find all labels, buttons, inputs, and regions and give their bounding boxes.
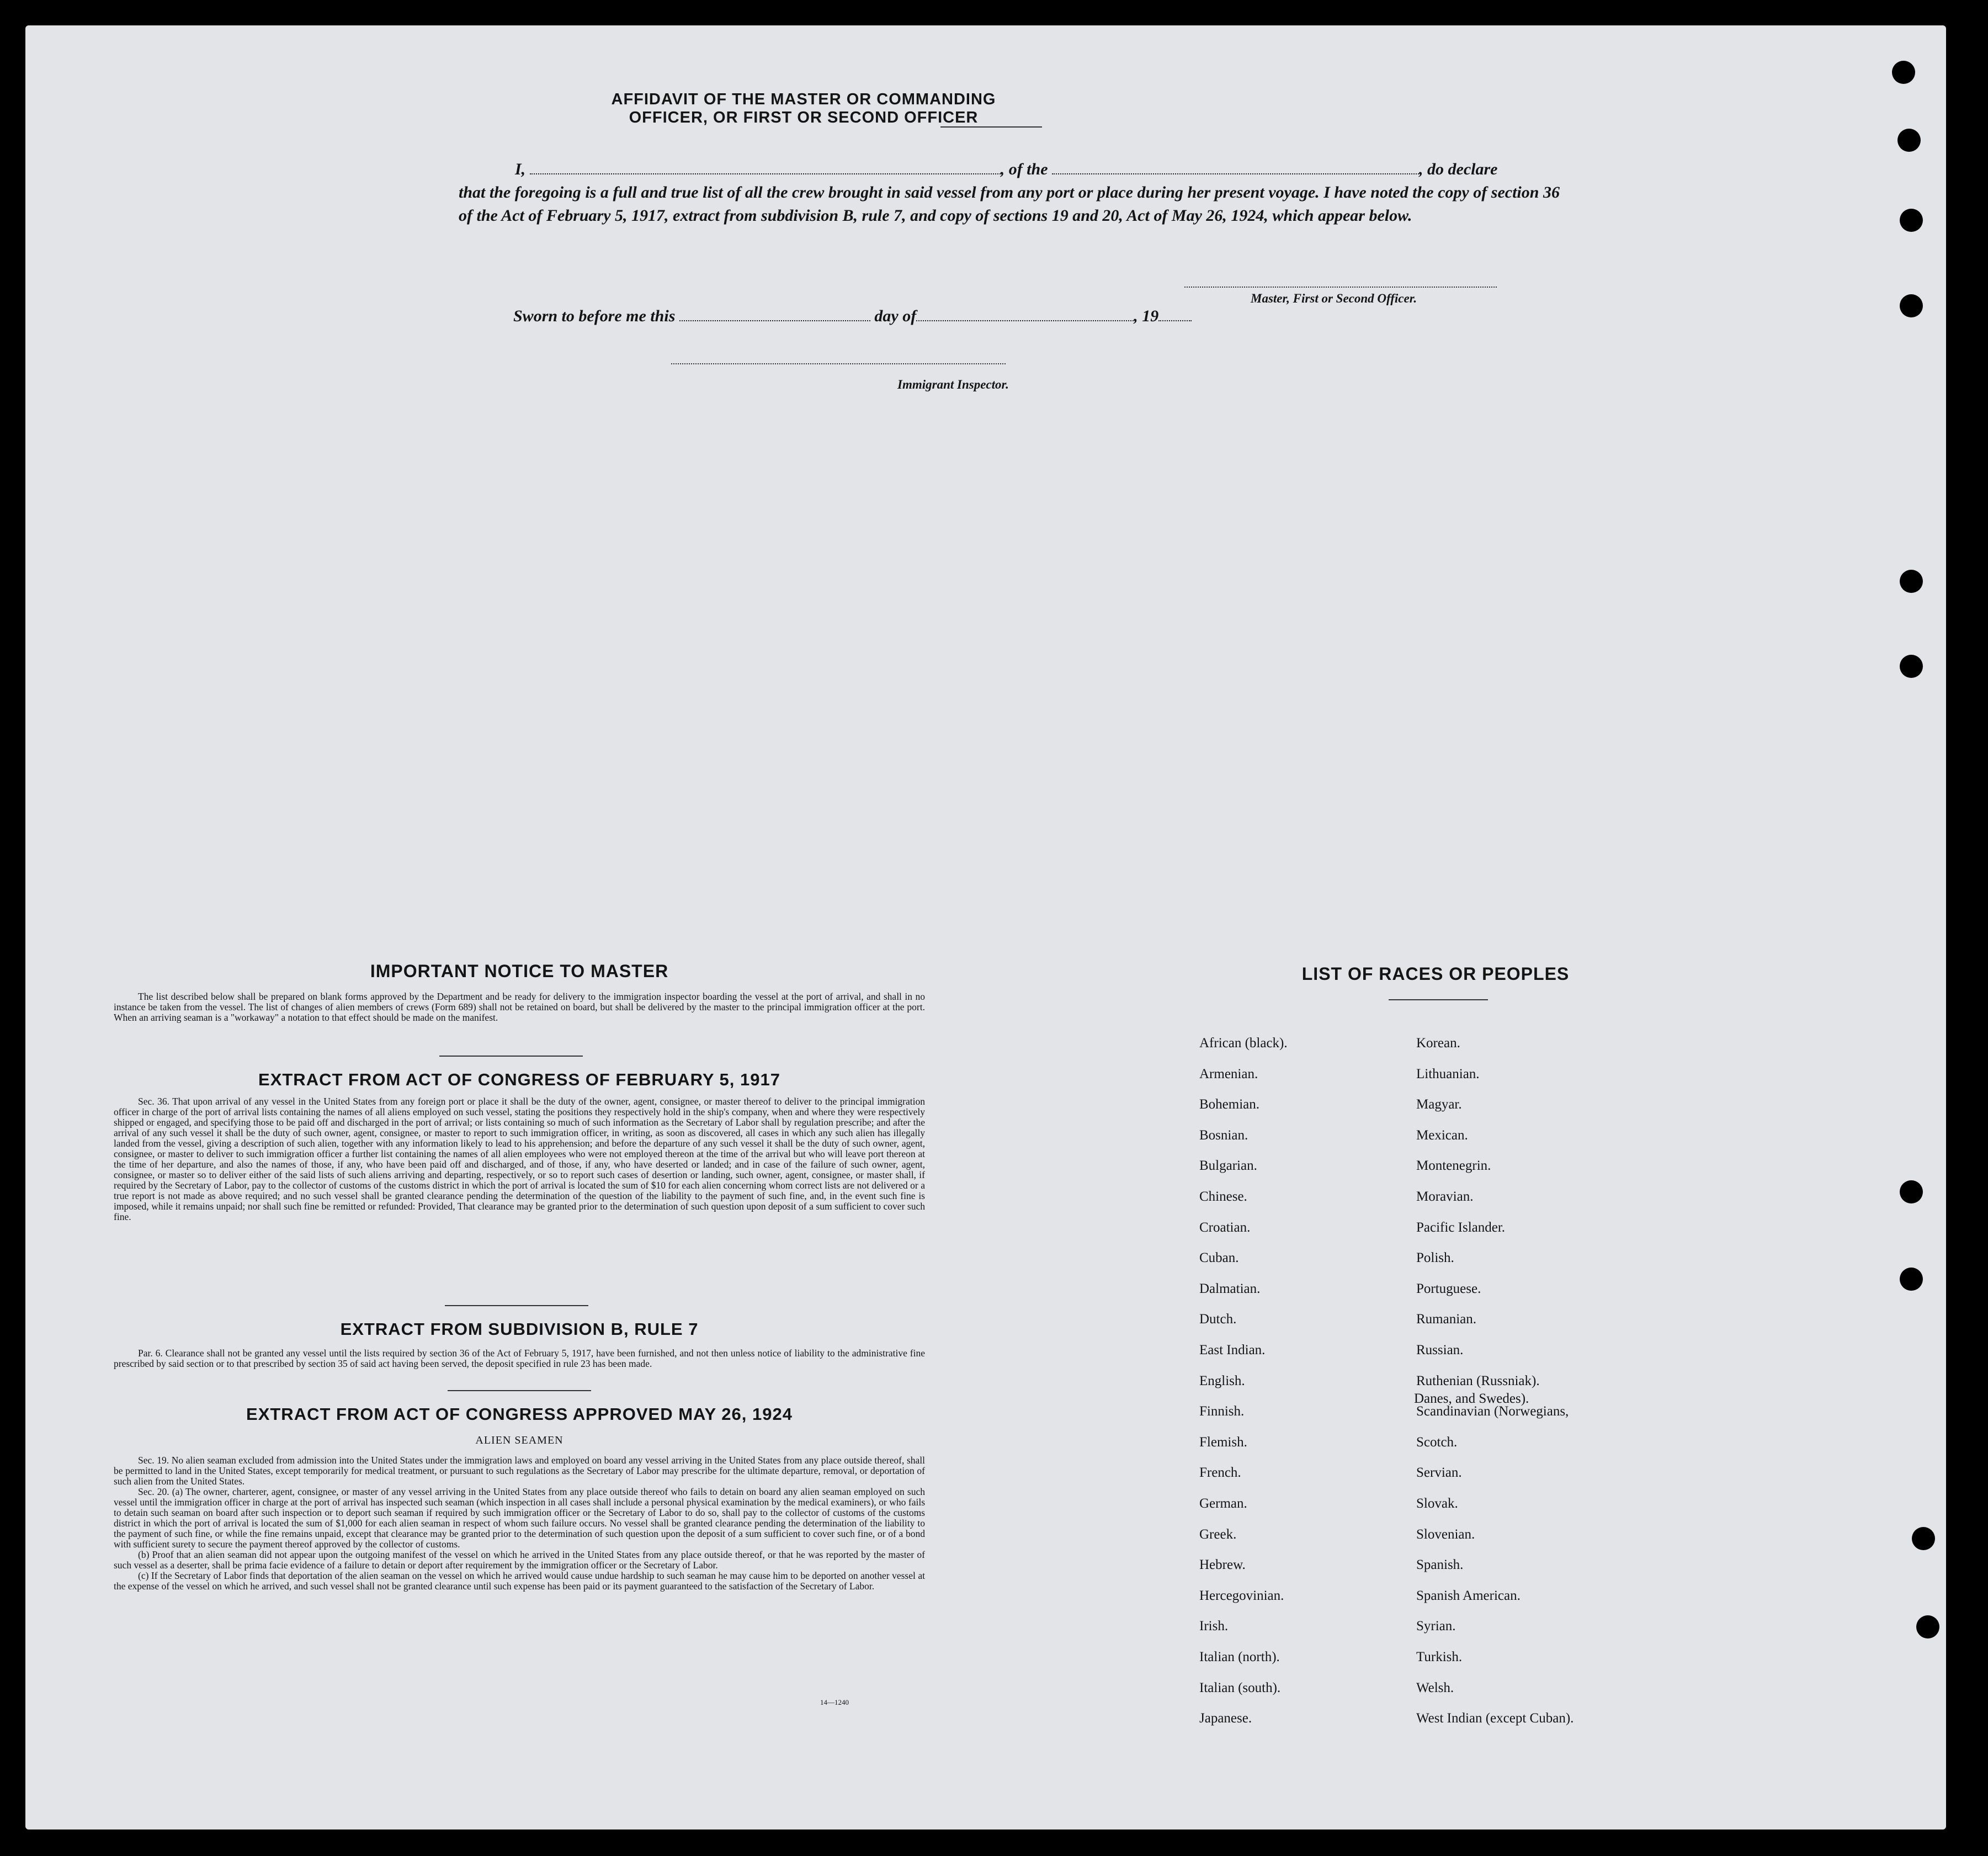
section-rule: [445, 1305, 588, 1306]
name-blank[interactable]: [530, 160, 1001, 174]
race-item: English.: [1199, 1373, 1245, 1388]
vessel-blank[interactable]: [1052, 160, 1419, 174]
race-item: Ruthenian (Russniak).: [1416, 1373, 1540, 1388]
affidavit-declaration: [459, 158, 1560, 227]
race-item: African (black).: [1199, 1036, 1288, 1051]
binder-hole: [1900, 1180, 1923, 1203]
sworn-year-blank[interactable]: [1158, 307, 1192, 321]
race-item: Flemish.: [1199, 1434, 1247, 1450]
race-item: Scotch.: [1416, 1434, 1458, 1450]
binder-hole: [1912, 1527, 1935, 1550]
race-item: Montenegrin.: [1416, 1158, 1491, 1174]
sworn-day-blank[interactable]: [679, 307, 870, 321]
race-item: Bulgarian.: [1199, 1158, 1257, 1174]
binder-hole: [1892, 61, 1915, 84]
extract-1917-title: EXTRACT FROM ACT OF CONGRESS OF FEBRUARY 5, 1917: [258, 1070, 780, 1089]
section-20b-paragraph: (b) Proof that an alien seaman did not appear upon the outgoing manifest of the vessel on which he arrived in the United States from any place outside thereof, or that he was reported by the master of such vessel as a deserter, shall be prima facie evidence of a failure to detain or deport after requirement by the immigration officer or the Secretary of Labor.: [114, 1549, 925, 1571]
par-6-paragraph: Par. 6. Clearance shall not be granted any vessel until the lists required by section 36 of the Act of February 5, 1917, have been furnished, and not then unless notice of liability to the administrative fine prescribed by said section or to that prescribed by section 35 of said act having been served, the deposit specified in rule 23 has been made.: [114, 1348, 925, 1369]
race-item: Spanish American.: [1416, 1588, 1521, 1603]
race-item: Turkish.: [1416, 1650, 1463, 1664]
race-item: French.: [1199, 1465, 1241, 1481]
race-item: Japanese.: [1199, 1711, 1252, 1726]
race-item: Servian.: [1416, 1465, 1462, 1481]
extract-1924-text: [114, 1455, 925, 1592]
race-item: West Indian (except Cuban).: [1416, 1711, 1574, 1726]
sworn-line: [513, 307, 1192, 326]
form-sheet: [25, 25, 1946, 1830]
inspector-signature-label: Immigrant Inspector.: [897, 378, 1009, 391]
race-item: Rumanian.: [1416, 1312, 1477, 1327]
form-number: 14—1240: [820, 1698, 849, 1706]
sworn-label: Sworn to before me this: [513, 307, 676, 325]
race-item: Syrian.: [1416, 1619, 1456, 1634]
race-item: Italian (south).: [1199, 1680, 1281, 1695]
binder-hole: [1900, 570, 1923, 593]
alien-seamen-subtitle: ALIEN SEAMEN: [475, 1434, 564, 1446]
race-item-continuation: Danes, and Swedes).: [1414, 1391, 1529, 1406]
notice-title: IMPORTANT NOTICE TO MASTER: [370, 961, 669, 981]
race-item: Irish.: [1199, 1619, 1229, 1634]
binder-hole: [1897, 129, 1921, 152]
sworn-month-blank[interactable]: [916, 307, 1134, 321]
title-rule: [940, 126, 1042, 128]
section-36-paragraph: Sec. 36. That upon arrival of any vessel in the United States from any foreign port or place it shall be the duty of the owner, agent, consignee, or master thereof to deliver to the principal immigration officer in charge of the port of arrival lists containing the names of all aliens employed on such vessel, stating the positions they respectively hold in the ship's company, when and where they were respectively shipped or engaged, and specifying those to be paid off and discharged in the port of arrival; or lists containing so much of such information as the Secretary of Labor shall by regulation prescribe; and after the arrival of any such vessel it shall be the duty of such owner, agent, consignee, or master to report to such immigration officer, in writing, as soon as discovered, all cases in which any such alien has illegally landed from the vessel, giving a description of such alien, together with any information likely to lead to his apprehension; and before the departure of any such vessel it shall be the duty of such owner, agent, consignee, or master to deliver to such immigration officer a further list containing the names of all alien employees who were not employed thereon at the time of the arrival but who will leave port thereon at the time of her departure, and also the names of those, if any, who have been paid off and discharged, and of those, if any, who have deserted or landed; and in case of the failure of such owner, agent, consignee, or master so to deliver either of the said lists of such aliens arriving and departing, respectively, or so to report such cases of desertion or landing, such owner, agent, consignee, or master shall, if required by the Secretary of Labor, pay to the collector of customs of the customs district in which the port of arrival is located the sum of $10 for each alien concerning whom correct lists are not delivered or a true report is not made as above required; and no such vessel shall be granted clearance pending the determination of the question of the liability to the payment of such fine, and, in the event such fine is imposed, while it remains unpaid; nor shall such fine be remitted or refunded: Provided, That clearance may be granted prior to the determination of such question upon deposit of a sum sufficient to cover such fine.: [114, 1096, 925, 1222]
extract-1924-title: EXTRACT FROM ACT OF CONGRESS APPROVED MAY 26, 1924: [246, 1404, 793, 1424]
race-item: Chinese.: [1199, 1189, 1247, 1204]
section-19-paragraph: Sec. 19. No alien seaman excluded from admission into the United States under the immigration laws and employed on board any vessel arriving in the United States from any place outside thereof, shall be permitted to land in the United States, except temporarily for medical treatment, or pursuant to such regulations as the Secretary of Labor may prescribe for the ultimate departure, removal, or deportation of such alien from the United States.: [114, 1455, 925, 1487]
binder-hole: [1900, 655, 1923, 678]
race-item: Greek.: [1199, 1526, 1237, 1542]
section-rule: [439, 1056, 583, 1057]
notice-text: [114, 991, 925, 1023]
race-item: Armenian.: [1199, 1066, 1258, 1081]
master-signature-label: Master, First or Second Officer.: [1251, 291, 1417, 305]
master-signature-line[interactable]: [1184, 287, 1497, 288]
day-of-label: day of: [874, 307, 917, 325]
races-title: LIST OF RACES OR PEOPLES: [1301, 964, 1570, 984]
of-the-label: , of the: [1000, 160, 1048, 178]
section-20c-paragraph: (c) If the Secretary of Labor finds that deportation of the alien seaman on the vessel on which he arrived would cause undue hardship to such seaman he may cause him to be deported on another vessel at the expense of the vessel on which he arrived, and such vessel shall not be granted clearance until such expense has been paid or its payment guaranteed to the satisfaction of the Secretary of Labor.: [114, 1570, 925, 1592]
binder-hole: [1916, 1615, 1939, 1638]
races-title-rule: [1389, 999, 1488, 1000]
race-item: Hebrew.: [1199, 1557, 1246, 1573]
race-item: Moravian.: [1416, 1189, 1474, 1204]
race-item: Finnish.: [1199, 1404, 1245, 1419]
binder-hole: [1900, 1268, 1923, 1291]
notice-paragraph: The list described below shall be prepared on blank forms approved by the Department and be ready for delivery to the immigration inspector boarding the vessel at the port of arrival, and shall in no instance be taken from the vessel. The list of changes of alien members of crews (Form 689) shall not be retained on board, but shall be delivered by the master to the principal immigration officer at the port. When an arriving seaman is a "workaway" a notation to that effect should be made on the manifest.: [114, 991, 925, 1023]
race-item: Scandinavian (Norwegians,: [1416, 1404, 1569, 1419]
race-item: Dalmatian.: [1199, 1281, 1261, 1296]
race-item: Cuban.: [1199, 1250, 1239, 1266]
race-item: Russian.: [1416, 1343, 1464, 1357]
race-item: Polish.: [1416, 1250, 1454, 1266]
declaration-i: I,: [515, 160, 526, 178]
race-item: German.: [1199, 1496, 1247, 1511]
race-item: Mexican.: [1416, 1127, 1468, 1143]
race-item: Magyar.: [1416, 1097, 1462, 1112]
race-item: Slovak.: [1416, 1496, 1458, 1511]
binder-hole: [1900, 209, 1923, 232]
section-rule: [448, 1390, 591, 1391]
affidavit-title: AFFIDAVIT OF THE MASTER OR COMMANDING OFFICER, OR FIRST OR SECOND OFFICER: [611, 91, 996, 126]
race-item: Croatian.: [1199, 1219, 1251, 1235]
extract-1917-text: [114, 1096, 925, 1222]
race-item: Dutch.: [1199, 1312, 1237, 1327]
do-declare-label: , do declare: [1419, 160, 1498, 178]
race-item: Lithuanian.: [1416, 1066, 1480, 1081]
race-item: Bosnian.: [1199, 1127, 1248, 1143]
binder-hole: [1900, 294, 1923, 317]
race-item: Portuguese.: [1416, 1281, 1481, 1296]
race-item: Bohemian.: [1199, 1097, 1260, 1112]
race-item: Welsh.: [1416, 1680, 1454, 1695]
year-prefix: , 19: [1134, 307, 1159, 325]
extract-rule7-text: [114, 1348, 925, 1369]
race-item: Korean.: [1416, 1036, 1460, 1051]
race-item: Slovenian.: [1416, 1526, 1475, 1542]
section-20a-paragraph: Sec. 20. (a) The owner, charterer, agent, consignee, or master of any vessel arriving in the United States from any place outside thereof who fails to detain on board any alien seaman employed on such vessel until the immigration officer in charge at the port of arrival has inspected such seaman (which inspection in all cases shall include a personal physical examination by the medical examiners), or who fails to detain such seaman on board after such inspection or to deport such seaman if required by such immigration officer or the Secretary of Labor to do so, shall pay to the collector of customs of the customs district in which the port of arrival is located the sum of $1,000 for each alien seaman in respect of whom such failure occurs. No vessel shall be granted clearance pending the determination of the liability to the payment of such fine, or while the fine remains unpaid, except that clearance may be granted prior to the determination of such question upon the deposit of a sum sufficient to cover such fine, or of a bond with sufficient surety to secure the payment thereof approved by the collector of customs.: [114, 1486, 925, 1550]
extract-rule7-title: EXTRACT FROM SUBDIVISION B, RULE 7: [340, 1319, 699, 1339]
race-item: Spanish.: [1416, 1557, 1464, 1573]
race-item: East Indian.: [1199, 1343, 1266, 1357]
declaration-text: that the foregoing is a full and true list of all the crew brought in said vessel from any port or place during her present voyage. I have noted the copy of section 36 of the Act of February 5, 1917, extract from subdivision B, rule 7, and copy of sections 19 and 20, Act of May 26, 1924, which appear below.: [459, 183, 1560, 225]
race-item: Italian (north).: [1199, 1650, 1280, 1664]
race-item: Hercegovinian.: [1199, 1588, 1284, 1603]
race-item: Pacific Islander.: [1416, 1219, 1506, 1235]
inspector-signature-line[interactable]: [671, 363, 1006, 364]
